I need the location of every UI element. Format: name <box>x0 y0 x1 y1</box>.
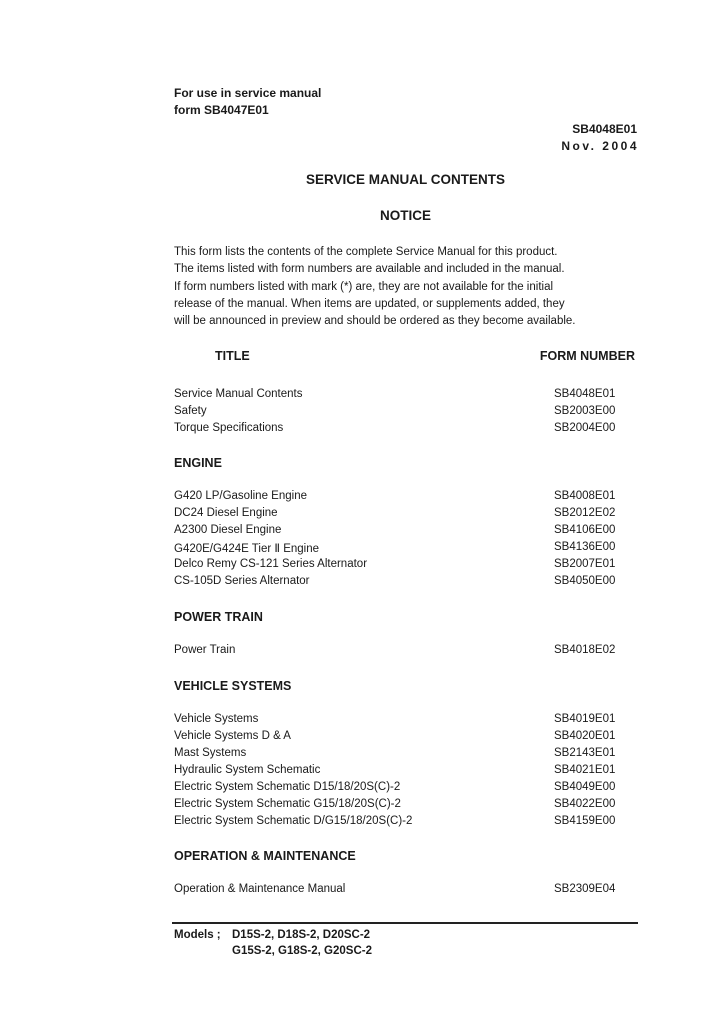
row-title: Operation & Maintenance Manual <box>174 883 346 895</box>
contents-row <box>174 798 622 815</box>
notice-line: The items listed with form numbers are available and included in the manual. <box>174 263 565 276</box>
models-line-2: G15S-2, G18S-2, G20SC-2 <box>232 945 372 957</box>
contents-row <box>174 781 622 798</box>
contents-row <box>174 490 622 507</box>
notice-line: will be announced in preview and should be ordered as they become available. <box>174 315 576 328</box>
contents-row <box>174 730 622 747</box>
contents-row <box>174 883 622 900</box>
notice-heading: NOTICE <box>379 208 431 223</box>
row-form-number: SB2003E00 <box>554 405 616 417</box>
row-title: G420E/G424E Tier Ⅱ Engine <box>174 543 320 555</box>
contents-row <box>174 644 622 661</box>
row-form-number: SB4019E01 <box>554 713 616 725</box>
row-form-number: SB4050E00 <box>554 575 616 587</box>
row-form-number: SB2007E01 <box>554 558 616 570</box>
row-title: G420 LP/Gasoline Engine <box>174 490 307 502</box>
contents-row <box>174 541 622 558</box>
row-title: A2300 Diesel Engine <box>174 524 282 536</box>
contents-row <box>174 422 622 439</box>
row-form-number: SB4020E01 <box>554 730 616 742</box>
row-title: Hydraulic System Schematic <box>174 764 321 776</box>
row-title: Mast Systems <box>174 747 247 759</box>
row-form-number: SB4008E01 <box>554 490 616 502</box>
row-form-number: SB4159E00 <box>554 815 616 827</box>
row-title: Delco Remy CS-121 Series Alternator <box>174 558 368 570</box>
row-form-number: SB4048E01 <box>554 388 616 400</box>
row-title: Safety <box>174 405 207 417</box>
contents-row <box>174 815 622 832</box>
row-title: Electric System Schematic G15/18/20S(C)-2 <box>174 798 401 810</box>
row-form-number: SB2012E02 <box>554 507 616 519</box>
contents-row <box>174 388 622 405</box>
row-form-number: SB4018E02 <box>554 644 616 656</box>
usage-note-line-2: form SB4047E01 <box>174 103 269 117</box>
row-title: Vehicle Systems <box>174 713 259 725</box>
document-number: SB4048E01 <box>572 122 637 136</box>
row-title: Torque Specifications <box>174 422 284 434</box>
section-heading-power-train: POWER TRAIN <box>174 610 263 624</box>
row-title: Electric System Schematic D15/18/20S(C)-2 <box>174 781 401 793</box>
row-title: Electric System Schematic D/G15/18/20S(C)-2 <box>174 815 413 827</box>
row-form-number: SB4106E00 <box>554 524 616 536</box>
contents-row <box>174 764 622 781</box>
row-form-number: SB2143E01 <box>554 747 616 759</box>
row-title: DC24 Diesel Engine <box>174 507 278 519</box>
row-title: Power Train <box>174 644 236 656</box>
contents-row <box>174 524 622 541</box>
row-title: CS-105D Series Alternator <box>174 575 310 587</box>
row-form-number: SB2004E00 <box>554 422 616 434</box>
row-title: Service Manual Contents <box>174 388 303 400</box>
models-label: Models ; <box>174 929 221 941</box>
page-title: SERVICE MANUAL CONTENTS <box>305 172 506 187</box>
contents-row <box>174 558 622 575</box>
row-form-number: SB2309E04 <box>554 883 616 895</box>
row-title: Vehicle Systems D & A <box>174 730 291 742</box>
row-form-number: SB4049E00 <box>554 781 616 793</box>
section-heading-operation-maintenance: OPERATION & MAINTENANCE <box>174 849 356 863</box>
notice-line: If form numbers listed with mark (*) are, they are not available for the initial <box>174 280 554 293</box>
document-date: Nov. 2004 <box>561 139 639 153</box>
notice-line: release of the manual. When items are updated, or supplements added, they <box>174 297 565 310</box>
column-header-form-number: FORM NUMBER <box>539 349 635 363</box>
row-form-number: SB4021E01 <box>554 764 616 776</box>
row-form-number: SB4136E00 <box>554 541 616 553</box>
column-header-title: TITLE <box>215 349 250 363</box>
contents-row <box>174 747 622 764</box>
section-heading-vehicle-systems: VEHICLE SYSTEMS <box>174 679 292 693</box>
contents-row <box>174 405 622 422</box>
models-line-1: D15S-2, D18S-2, D20SC-2 <box>232 929 371 941</box>
row-form-number: SB4022E00 <box>554 798 616 810</box>
contents-row <box>174 713 622 730</box>
section-heading-engine: ENGINE <box>174 456 222 470</box>
contents-row <box>174 575 622 592</box>
usage-note-line-1: For use in service manual <box>174 86 322 100</box>
notice-paragraph <box>174 244 654 330</box>
notice-line: This form lists the contents of the complete Service Manual for this product. <box>174 246 558 258</box>
footer-divider <box>172 922 638 924</box>
contents-row <box>174 507 622 524</box>
